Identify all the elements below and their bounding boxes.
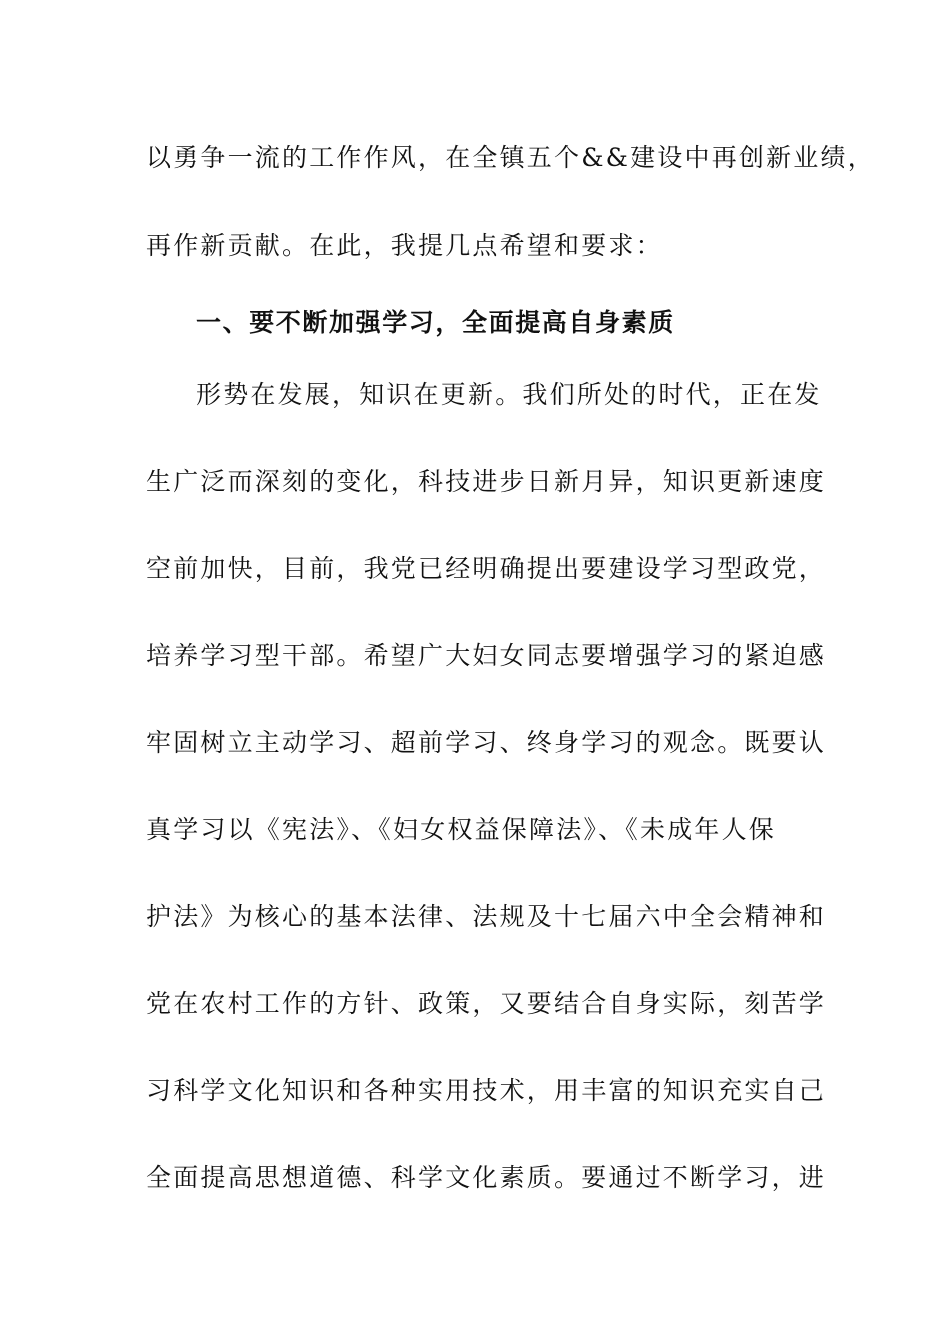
body-line-11: 党在农村工作的方针、政策，又要结合自身实际，刻苦学 <box>146 989 827 1018</box>
body-line-10: 护法》为核心的基本法律、法规及十七届六中全会精神和 <box>146 902 827 931</box>
body-line-7: 培养学习型干部。希望广大妇女同志要增强学习的紧迫感 <box>146 641 827 670</box>
body-line-6: 空前加快，目前，我党已经明确提出要建设学习型政党， <box>146 554 827 583</box>
body-line-8: 牢固树立主动学习、超前学习、终身学习的观念。既要认 <box>146 728 827 757</box>
body-line-9: 真学习以《宪法》、《妇女权益保障法》、《未成年人保 <box>146 815 777 844</box>
body-line-2: 再作新贡献。在此，我提几点希望和要求： <box>146 231 663 260</box>
section-heading: 一、要不断加强学习，全面提高自身素质 <box>196 308 675 337</box>
body-line-1: 以勇争一流的工作作风，在全镇五个&&建设中再创新业绩， <box>146 143 875 172</box>
paragraph-first-line: 形势在发展，知识在更新。我们所处的时代，正在发 <box>196 380 822 409</box>
body-line-13: 全面提高思想道德、科学文化素质。要通过不断学习，进 <box>146 1163 827 1192</box>
body-line-5: 生广泛而深刻的变化，科技进步日新月异，知识更新速度 <box>146 467 827 496</box>
body-line-12: 习科学文化知识和各种实用技术，用丰富的知识充实自己 <box>146 1076 827 1105</box>
